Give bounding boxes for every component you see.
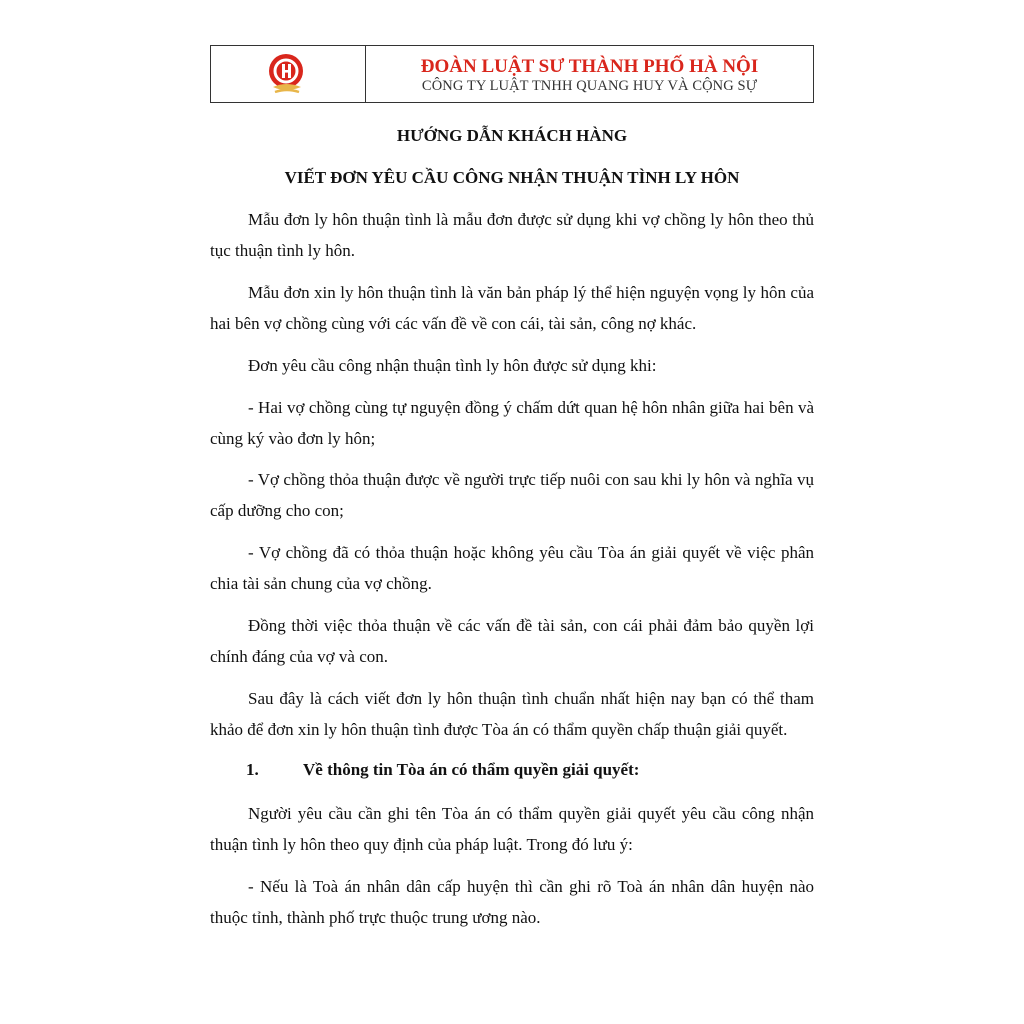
section-title: Về thông tin Tòa án có thẩm quyền giải quyết:	[303, 760, 640, 779]
paragraph: Người yêu cầu cần ghi tên Tòa án có thẩm quyền giải quyết yêu cầu công nhận thuận tình ly hôn theo quy định của pháp luật. Trong đó lưu ý:	[210, 804, 814, 854]
logo-cell	[211, 46, 366, 102]
quang-huy-logo-icon	[265, 51, 311, 97]
document-subtitle: VIẾT ĐƠN YÊU CẦU CÔNG NHẬN THUẬN TÌNH LY HÔN	[284, 168, 740, 187]
list-item: - Hai vợ chồng cùng tự nguyện đồng ý chấm dứt quan hệ hôn nhân giữa hai bên và cùng ký vào đơn ly hôn;	[210, 398, 814, 448]
letterhead	[210, 45, 814, 103]
section-heading	[246, 760, 639, 780]
company-name: CÔNG TY LUẬT TNHH QUANG HUY VÀ CỘNG SỰ	[421, 77, 758, 94]
paragraph: Đồng thời việc thỏa thuận về các vấn đề tài sản, con cái phải đảm bảo quyền lợi chính đáng của vợ và con.	[210, 616, 814, 666]
list-item: - Vợ chồng thỏa thuận được về người trực tiếp nuôi con sau khi ly hôn và nghĩa vụ cấp dưỡng cho con;	[210, 470, 814, 520]
organization-info	[366, 46, 813, 102]
list-item: - Nếu là Toà án nhân dân cấp huyện thì cần ghi rõ Toà án nhân dân huyện nào thuộc tỉnh, thành phố trực thuộc trung ương nào.	[210, 877, 814, 927]
document-title: HƯỚNG DẪN KHÁCH HÀNG	[396, 126, 628, 145]
paragraph: Mẫu đơn xin ly hôn thuận tình là văn bản pháp lý thể hiện nguyện vọng ly hôn của hai bên vợ chồng cùng với các vấn đề về con cái, tài sản, công nợ khác.	[210, 283, 814, 333]
paragraph: Mẫu đơn ly hôn thuận tình là mẫu đơn được sử dụng khi vợ chồng ly hôn theo thủ tục thuận tình ly hôn.	[210, 210, 814, 260]
paragraph: Đơn yêu cầu công nhận thuận tình ly hôn được sử dụng khi:	[248, 356, 657, 375]
paragraph: Sau đây là cách viết đơn ly hôn thuận tình chuẩn nhất hiện nay bạn có thể tham khảo để đơn xin ly hôn thuận tình được Tòa án có thẩm quyền chấp thuận giải quyết.	[210, 689, 814, 739]
bar-association-name: ĐOÀN LUẬT SƯ THÀNH PHỐ HÀ NỘI	[420, 55, 759, 77]
section-number: 1.	[246, 760, 259, 779]
list-item: - Vợ chồng đã có thỏa thuận hoặc không yêu cầu Tòa án giải quyết về việc phân chia tài sản chung của vợ chồng.	[210, 543, 814, 593]
